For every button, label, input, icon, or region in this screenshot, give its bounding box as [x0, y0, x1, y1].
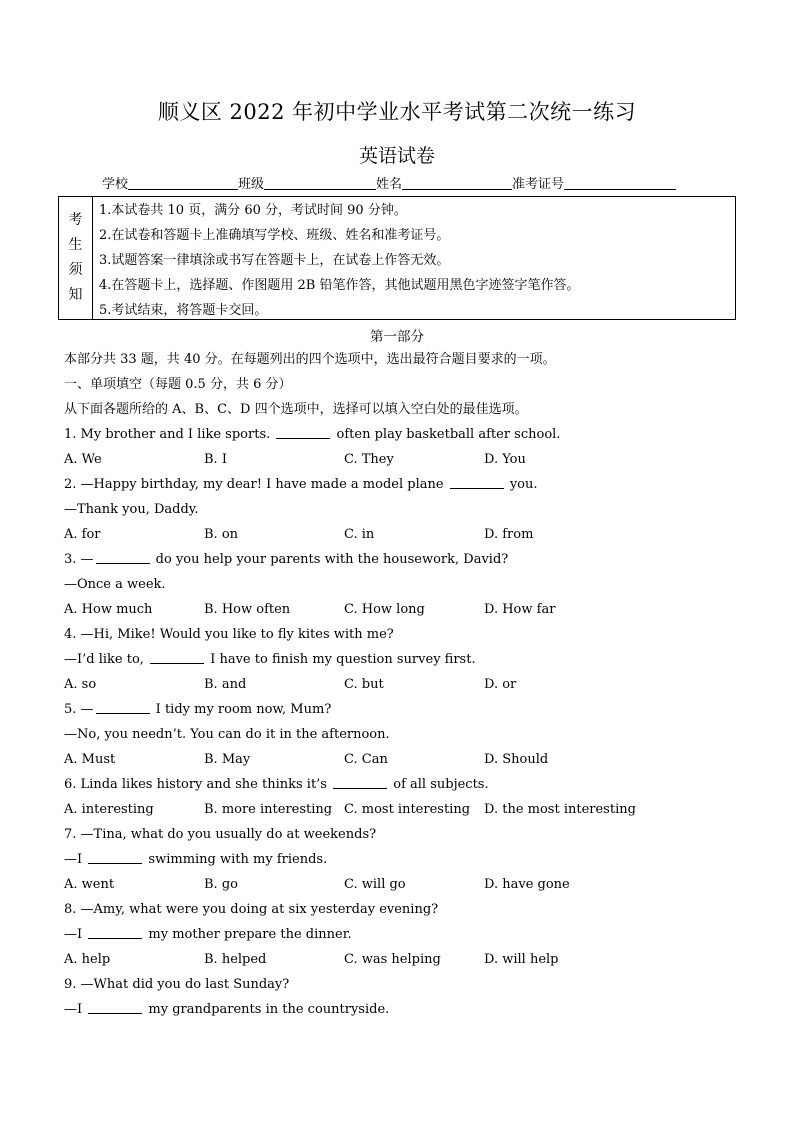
question-text: swimming with my friends.: [144, 852, 328, 867]
question-text: 7. —Tina, what do you usually do at weekends?: [64, 827, 377, 842]
answer-option: C. was helping: [344, 952, 441, 967]
answer-option: D. or: [484, 677, 517, 692]
answer-option: D. the most interesting: [484, 802, 636, 817]
question-text: of all subjects.: [389, 777, 489, 792]
notice-rule: 2.在试卷和答题卡上准确填写学校、班级、姓名和准考证号。: [99, 228, 450, 243]
page-title: 顺义区 2022 年初中学业水平考试第二次统一练习: [157, 100, 637, 124]
exam-number-field[interactable]: [564, 176, 676, 190]
answer-option: B. May: [204, 752, 251, 767]
question-line: [64, 497, 764, 522]
section-heading: 一、单项填空（每题 0.5 分，共 6 分）: [64, 377, 292, 392]
answer-option: C. They: [344, 452, 394, 467]
answer-option: A. so: [64, 677, 97, 692]
answer-option: B. I: [204, 452, 227, 467]
answer-option: B. How often: [204, 602, 291, 617]
answer-option: A. How much: [64, 602, 153, 617]
answer-option: A. Must: [64, 752, 116, 767]
question-text: 3. —: [64, 552, 94, 567]
question-text: 5. —: [64, 702, 94, 717]
answer-option: B. and: [204, 677, 247, 692]
notice-rule: 5.考试结束，将答题卡交回。: [99, 303, 268, 318]
answer-blank: [333, 776, 387, 789]
name-label: 姓名: [376, 177, 403, 192]
question-line: [64, 472, 764, 497]
question-text: I have to finish my question survey first.: [206, 652, 476, 667]
part-title: 第一部分: [370, 329, 424, 345]
answer-option: D. from: [484, 527, 534, 542]
question-text: 4. —Hi, Mike! Would you like to fly kites with me?: [64, 627, 394, 642]
answer-blank: [276, 426, 330, 439]
answer-option: B. helped: [204, 952, 267, 967]
answer-option: B. go: [204, 877, 238, 892]
option-row: [64, 797, 764, 822]
question-line: [64, 997, 764, 1022]
answer-option: D. How far: [484, 602, 556, 617]
question-text: —I: [64, 852, 87, 867]
answer-option: D. You: [484, 452, 526, 467]
question-line: [64, 547, 764, 572]
answer-option: B. more interesting: [204, 802, 333, 817]
answer-blank: [88, 851, 142, 864]
question-text: —I’d like to,: [64, 652, 149, 667]
notice-rule: 1.本试卷共 10 页，满分 60 分，考试时间 90 分钟。: [99, 203, 407, 218]
question-line: [64, 972, 764, 997]
question-text: often play basketball after school.: [332, 427, 561, 442]
question-line: [64, 822, 764, 847]
section-instruction: 从下面各题所给的 A、B、C、D 四个选项中，选择可以填入空白处的最佳选项。: [64, 402, 528, 417]
answer-option: A. help: [64, 952, 111, 967]
question-text: —I: [64, 1002, 87, 1017]
school-label: 学校: [102, 177, 129, 192]
question-line: [64, 697, 764, 722]
question-line: [64, 572, 764, 597]
answer-blank: [88, 926, 142, 939]
answer-blank: [96, 551, 150, 564]
question-text: do you help your parents with the housework, David?: [151, 552, 509, 567]
student-info-row: [102, 173, 676, 192]
question-line: [64, 422, 764, 447]
option-row: [64, 522, 764, 547]
question-text: —No, you needn’t. You can do it in the afternoon.: [64, 727, 390, 742]
answer-option: D. Should: [484, 752, 549, 767]
notice-side-label: 考 生 须 知: [59, 197, 93, 319]
option-row: [64, 947, 764, 972]
answer-option: A. interesting: [64, 802, 154, 817]
answer-option: C. Can: [344, 752, 388, 767]
answer-option: C. How long: [344, 602, 425, 617]
option-row: [64, 872, 764, 897]
question-text: my grandparents in the countryside.: [144, 1002, 390, 1017]
class-label: 班级: [238, 177, 265, 192]
question-line: [64, 622, 764, 647]
question-text: 2. —Happy birthday, my dear! I have made a model plane: [64, 477, 448, 492]
question-line: [64, 847, 764, 872]
question-body: [64, 347, 764, 1022]
question-line: [64, 647, 764, 672]
notice-rule: 3.试题答案一律填涂或书写在答题卡上，在试卷上作答无效。: [99, 253, 450, 268]
answer-option: C. will go: [344, 877, 406, 892]
question-text: —Thank you, Daddy.: [64, 502, 199, 517]
answer-option: C. but: [344, 677, 384, 692]
answer-option: D. have gone: [484, 877, 570, 892]
answer-option: C. in: [344, 527, 375, 542]
question-text: —I: [64, 927, 87, 942]
school-field[interactable]: [128, 176, 238, 190]
answer-option: A. for: [64, 527, 101, 542]
question-text: 8. —Amy, what were you doing at six yesterday evening?: [64, 902, 439, 917]
option-row: [64, 597, 764, 622]
answer-option: B. on: [204, 527, 239, 542]
name-field[interactable]: [402, 176, 512, 190]
exam-notice-box: [58, 196, 736, 320]
answer-option: D. will help: [484, 952, 559, 967]
answer-blank: [450, 476, 504, 489]
question-line: [64, 897, 764, 922]
question-text: 6. Linda likes history and she thinks it’s: [64, 777, 332, 792]
notice-rule: 4.在答题卡上，选择题、作图题用 2B 铅笔作答，其他试题用黑色字迹签字笔作答。: [99, 278, 580, 293]
answer-blank: [150, 651, 204, 664]
question-line: [64, 722, 764, 747]
page-subtitle: 英语试卷: [358, 145, 435, 167]
question-text: my mother prepare the dinner.: [144, 927, 352, 942]
exam-number-label: 准考证号: [512, 177, 565, 192]
notice-rules: [99, 198, 580, 323]
option-row: [64, 447, 764, 472]
question-text: I tidy my room now, Mum?: [151, 702, 332, 717]
answer-option: A. We: [64, 452, 102, 467]
question-text: —Once a week.: [64, 577, 166, 592]
answer-option: C. most interesting: [344, 802, 471, 817]
question-text: you.: [505, 477, 538, 492]
question-text: 1. My brother and I like sports.: [64, 427, 275, 442]
question-line: [64, 922, 764, 947]
option-row: [64, 672, 764, 697]
question-text: 9. —What did you do last Sunday?: [64, 977, 290, 992]
class-field[interactable]: [264, 176, 376, 190]
answer-blank: [88, 1001, 142, 1014]
option-row: [64, 747, 764, 772]
question-line: [64, 772, 764, 797]
part-intro: 本部分共 33 题，共 40 分。在每题列出的四个选项中，选出最符合题目要求的一项。: [64, 352, 556, 367]
answer-option: A. went: [64, 877, 115, 892]
answer-blank: [96, 701, 150, 714]
